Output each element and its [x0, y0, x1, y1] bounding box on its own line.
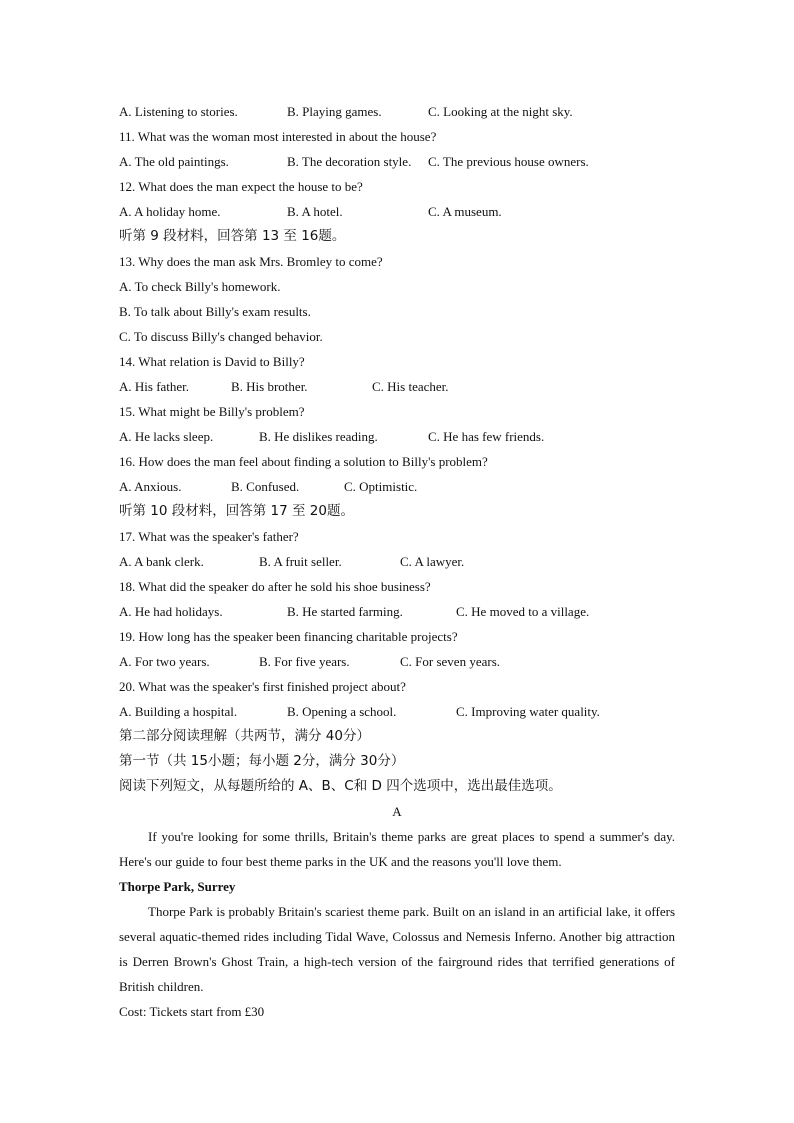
option-b: B. A fruit seller. — [259, 554, 342, 569]
option-b: B. He dislikes reading. — [259, 429, 378, 444]
option-b: B. He started farming. — [287, 604, 403, 619]
q17-options — [119, 549, 675, 574]
q14-options — [119, 374, 675, 399]
reading-instructions: 阅读下列短文，从每题所给的 A、B、C和 D 四个选项中，选出最佳选项。 — [119, 778, 562, 794]
question-12: 12. What does the man expect the house to be? — [119, 179, 363, 194]
q19-options — [119, 649, 675, 674]
option-c: C. Improving water quality. — [456, 704, 600, 719]
option-c: C. His teacher. — [372, 379, 449, 394]
question-13: 13. Why does the man ask Mrs. Bromley to come? — [119, 254, 383, 269]
passage-letter: A — [392, 804, 402, 819]
q10-options — [119, 99, 675, 124]
question-11: 11. What was the woman most interested in about the house? — [119, 129, 437, 144]
question-18: 18. What did the speaker do after he sold his shoe business? — [119, 579, 431, 594]
option-b: B. His brother. — [231, 379, 308, 394]
question-17: 17. What was the speaker's father? — [119, 529, 299, 544]
option-b: B. Opening a school. — [287, 704, 397, 719]
option-b: B. For five years. — [259, 654, 350, 669]
question-19: 19. How long has the speaker been financing charitable projects? — [119, 629, 458, 644]
option-a: A. The old paintings. — [119, 154, 229, 169]
q15-options — [119, 424, 675, 449]
intro-paragraph: If you're looking for some thrills, Britain's theme parks are great places to spend a summer's day. Here's our guide to four best theme parks in the UK and the reasons you'll love them. — [119, 829, 675, 869]
option-a: A. For two years. — [119, 654, 210, 669]
option-c: C. A lawyer. — [400, 554, 465, 569]
park-cost: Cost: Tickets start from £30 — [119, 1004, 265, 1019]
q13-option-c: C. To discuss Billy's changed behavior. — [119, 329, 323, 344]
q20-options — [119, 699, 675, 724]
option-c: C. For seven years. — [400, 654, 501, 669]
q13-option-a: A. To check Billy's homework. — [119, 279, 281, 294]
question-16: 16. How does the man feel about finding a solution to Billy's problem? — [119, 454, 488, 469]
option-a: A. Anxious. — [119, 479, 182, 494]
option-a: A. He lacks sleep. — [119, 429, 214, 444]
option-c: C. The previous house owners. — [428, 154, 589, 169]
option-a: A. Building a hospital. — [119, 704, 238, 719]
option-c: C. He moved to a village. — [456, 604, 590, 619]
q11-options — [119, 149, 675, 174]
section-1-title: 第一节（共 15小题；每小题 2分，满分 30分） — [119, 753, 405, 769]
option-a: A. A holiday home. — [119, 204, 221, 219]
section-9-instruction: 听第 9 段材料，回答第 13 至 16题。 — [119, 228, 346, 244]
option-c: C. Looking at the night sky. — [428, 104, 573, 119]
question-15: 15. What might be Billy's problem? — [119, 404, 305, 419]
option-b: B. Confused. — [231, 479, 300, 494]
question-20: 20. What was the speaker's first finished project about? — [119, 679, 406, 694]
park-heading: Thorpe Park, Surrey — [119, 879, 236, 894]
option-a: A. Listening to stories. — [119, 104, 238, 119]
option-a: A. A bank clerk. — [119, 554, 204, 569]
q13-option-b: B. To talk about Billy's exam results. — [119, 304, 311, 319]
option-c: C. Optimistic. — [344, 479, 418, 494]
option-a: A. His father. — [119, 379, 190, 394]
q18-options — [119, 599, 675, 624]
section-10-instruction: 听第 10 段材料，回答第 17 至 20题。 — [119, 503, 354, 519]
park-paragraph: Thorpe Park is probably Britain's scariest theme park. Built on an island in an artificial lake, it offers several aquatic-themed rides including Tidal Wave, Colossus and Nemesis Inferno. Another big attraction is Derren Brown's Ghost Train, a high-tech version of the fairground rides that terrified generations of British children. — [119, 904, 675, 994]
option-b: B. A hotel. — [287, 204, 343, 219]
document-page — [119, 99, 675, 1024]
option-a: A. He had holidays. — [119, 604, 223, 619]
q16-options — [119, 474, 675, 499]
q12-options — [119, 199, 675, 224]
option-b: B. Playing games. — [287, 104, 382, 119]
option-c: C. He has few friends. — [428, 429, 545, 444]
part-2-title: 第二部分阅读理解（共两节，满分 40分） — [119, 728, 370, 744]
option-c: C. A museum. — [428, 204, 502, 219]
option-b: B. The decoration style. — [287, 154, 412, 169]
question-14: 14. What relation is David to Billy? — [119, 354, 305, 369]
